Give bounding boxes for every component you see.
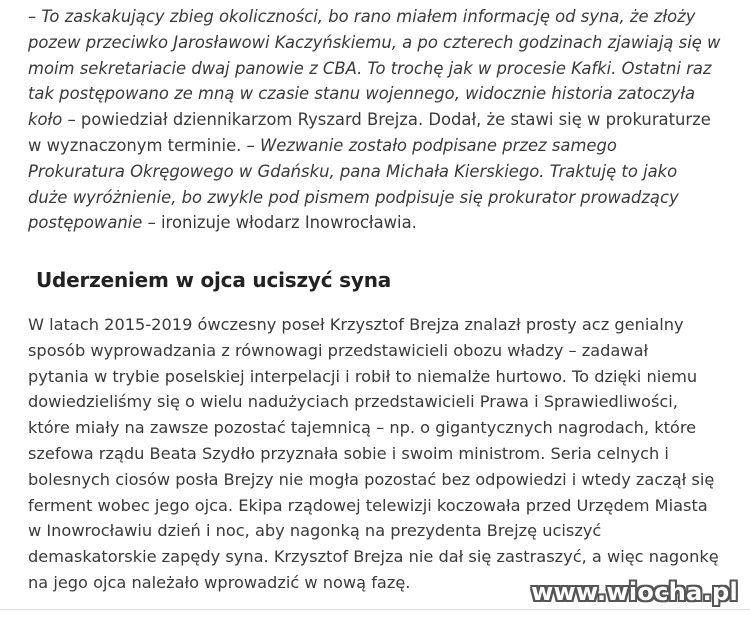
quote-italic-text: postępowanie <box>28 213 143 233</box>
body-line: sposób wyprowadzania z równowagi przedstawicieli obozu władzy – zadawał <box>28 340 649 360</box>
quote-line <box>28 185 728 211</box>
body-line: demaskatorskie zapędy syna. Krzysztof Brejza nie dał się zastraszyć, a więc nagonkę <box>28 547 719 567</box>
quote-line <box>28 56 728 82</box>
body-line: w Inowrocławiu dzień i noc, aby nagonką na prezydenta Brejzę uciszyć <box>28 521 602 541</box>
quote-line <box>28 30 728 56</box>
quote-italic-text: – To zaskakujący zbieg okoliczności, bo rano miałem informację od syna, że złoży <box>28 7 696 26</box>
body-line: dowiedzieliśmy się o wielu nadużyciach przedstawicieli Prawa i Sprawiedliwości, <box>28 392 678 412</box>
site-watermark: www.wiocha.pl <box>531 578 738 606</box>
quote-italic-text: tak postępowano ze mną w czasie stanu wojennego, widocznie historia zatoczyła <box>28 84 696 104</box>
quote-line <box>28 133 728 159</box>
body-paragraph <box>28 312 728 596</box>
quote-italic-text: Prokuratura Okręgowego w Gdańsku, pana Michała Kierskiego. Traktuję to jako <box>28 161 678 181</box>
section-heading: Uderzeniem w ojca uciszyć syna <box>36 268 392 292</box>
quote-italic-text: duże wyróżnienie, bo zwykle pod pismem podpisuje się prokurator prowadzący <box>28 187 679 207</box>
body-line: ferment wobec jego ojca. Ekipa rządowej telewizji koczowała przed Urzędem Miasta <box>28 495 708 515</box>
quote-italic-text: moim sekretariacie dwaj panowie z CBA. To trochę jak w procesie Kafki. Ostatni raz <box>28 58 712 78</box>
quote-paragraph <box>28 4 728 236</box>
body-line: W latach 2015-2019 ówczesny poseł Krzysztof Brejza znalazł prosty acz genialny <box>28 315 684 334</box>
quote-line <box>28 81 728 107</box>
quote-line <box>28 4 728 30</box>
quote-plain-text: – powiedział dziennikarzom Ryszard Brejza. Dodał, że stawi się w prokuraturze <box>62 110 711 130</box>
quote-line <box>28 210 728 236</box>
quote-italic-text: pozew przeciwko Jarosławowi Kaczyńskiemu, a po czterech godzinach zjawiają się w <box>28 32 721 52</box>
body-line: bolesnych ciosów posła Brejzy nie mogła pozostać bez odpowiedzi i wtedy zaczął się <box>28 469 715 489</box>
body-line: na jego ojca należało wprowadzić w nową fazę. <box>28 572 411 592</box>
quote-plain-text: w wyznaczonym terminie. <box>28 135 247 155</box>
body-line: które miały na zawsze pozostać tajemnicą – np. o gigantycznych nagrodach, które <box>28 418 697 438</box>
quote-line <box>28 159 728 185</box>
quote-plain-text: – ironizuje włodarz Inowrocławia. <box>142 213 417 233</box>
quote-italic-text: koło <box>28 110 63 130</box>
divider <box>0 609 750 610</box>
quote-italic-text: – Wezwanie zostało podpisane przez samego <box>246 135 617 155</box>
quote-line <box>28 107 728 133</box>
body-line: szefowa rządu Beata Szydło przyznała sobie i swoim ministrom. Seria celnych i <box>28 443 669 463</box>
body-line: pytania w trybie poselskiej interpelacji i robił to niemalże hurtowo. To dzięki niemu <box>28 366 698 386</box>
